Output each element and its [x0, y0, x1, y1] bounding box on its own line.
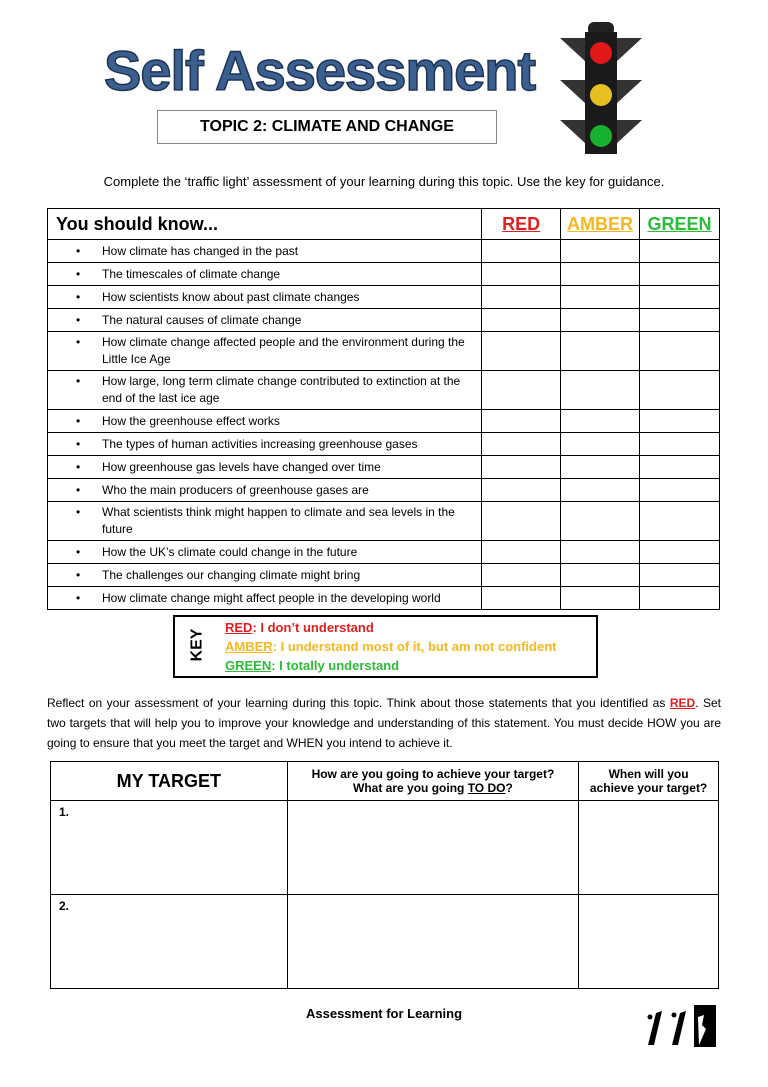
- amber-cell[interactable]: [561, 332, 640, 371]
- knowledge-item: [48, 263, 482, 286]
- item-text: What scientists think might happen to climate and sea levels in the future: [102, 505, 455, 536]
- key-red-text: : I don’t understand: [252, 620, 374, 635]
- item-text: How large, long term climate change contributed to extinction at the end of the last ice age: [102, 374, 461, 405]
- key-green-word: GREEN: [225, 658, 272, 673]
- green-cell[interactable]: [640, 286, 720, 309]
- key-label: KEY: [188, 628, 206, 662]
- item-text: How climate change might affect people in the developing world: [102, 590, 441, 605]
- green-cell[interactable]: [640, 502, 720, 541]
- item-text: How climate has changed in the past: [102, 243, 299, 258]
- knowledge-item: [48, 587, 482, 610]
- col-red: RED: [482, 209, 561, 240]
- traffic-light-icon: [558, 22, 644, 154]
- topic-box: TOPIC 2: CLIMATE AND CHANGE: [157, 110, 497, 144]
- amber-cell[interactable]: [561, 479, 640, 502]
- table-heading: You should know...: [48, 209, 482, 240]
- knowledge-item: [48, 309, 482, 332]
- table-row: [48, 309, 720, 332]
- how-line2: What are you going: [353, 781, 468, 795]
- red-cell[interactable]: [482, 502, 561, 541]
- how-1[interactable]: [287, 801, 579, 895]
- key-red: [225, 620, 374, 635]
- red-cell[interactable]: [482, 587, 561, 610]
- green-cell[interactable]: [640, 309, 720, 332]
- green-cell[interactable]: [640, 564, 720, 587]
- key-amber-text: : I understand most of it, but am not confident: [272, 639, 557, 654]
- bullet-icon: •: [76, 505, 81, 519]
- table-row: [48, 263, 720, 286]
- knowledge-item: [48, 456, 482, 479]
- green-cell[interactable]: [640, 541, 720, 564]
- green-cell[interactable]: [640, 456, 720, 479]
- bullet-icon: •: [76, 289, 81, 304]
- knowledge-item: [48, 479, 482, 502]
- amber-cell[interactable]: [561, 587, 640, 610]
- amber-cell[interactable]: [561, 541, 640, 564]
- target-table: [50, 761, 719, 989]
- table-row: [48, 332, 720, 371]
- knowledge-item: [48, 433, 482, 456]
- how-to-do: TO DO: [467, 781, 506, 795]
- knowledge-item: [48, 410, 482, 433]
- when-line1: When will you: [608, 767, 689, 781]
- bullet-icon: •: [76, 590, 81, 605]
- amber-cell[interactable]: [561, 456, 640, 479]
- when-2[interactable]: [579, 895, 719, 989]
- red-cell[interactable]: [482, 479, 561, 502]
- reflect-red: RED: [669, 696, 696, 710]
- table-row: [48, 587, 720, 610]
- amber-cell[interactable]: [561, 410, 640, 433]
- green-cell[interactable]: [640, 263, 720, 286]
- afl-logo-icon: [644, 1005, 716, 1047]
- table-row: [48, 502, 720, 541]
- amber-cell[interactable]: [561, 371, 640, 410]
- knowledge-item: [48, 240, 482, 263]
- item-text: The timescales of climate change: [102, 266, 281, 281]
- amber-cell[interactable]: [561, 263, 640, 286]
- red-cell[interactable]: [482, 564, 561, 587]
- table-row: [48, 541, 720, 564]
- my-target-header: MY TARGET: [51, 762, 288, 801]
- footer-text: Assessment for Learning: [306, 1006, 463, 1021]
- item-text: The natural causes of climate change: [102, 312, 302, 327]
- green-cell[interactable]: [640, 371, 720, 410]
- reflection-text: [47, 693, 721, 753]
- knowledge-item: [48, 371, 482, 410]
- key-green: [225, 658, 399, 673]
- table-row: [48, 456, 720, 479]
- bullet-icon: •: [76, 459, 81, 474]
- when-header: [579, 762, 719, 801]
- target-row: [51, 801, 719, 895]
- amber-cell[interactable]: [561, 309, 640, 332]
- table-row: [48, 564, 720, 587]
- green-cell[interactable]: [640, 410, 720, 433]
- red-cell[interactable]: [482, 309, 561, 332]
- table-row: [48, 479, 720, 502]
- key-amber: [225, 639, 557, 654]
- amber-cell[interactable]: [561, 433, 640, 456]
- knowledge-item: [48, 286, 482, 309]
- table-row: [48, 410, 720, 433]
- bullet-icon: •: [76, 567, 81, 582]
- red-cell[interactable]: [482, 332, 561, 371]
- item-text: How the UK’s climate could change in the future: [102, 544, 358, 559]
- knowledge-item: [48, 541, 482, 564]
- green-cell[interactable]: [640, 332, 720, 371]
- reflect-part1: Reflect on your assessment of your learning during this topic. Think about those statements that you identified as: [47, 696, 670, 710]
- col-amber: AMBER: [561, 209, 640, 240]
- bullet-icon: •: [76, 335, 81, 349]
- instructions: Complete the ‘traffic light’ assessment of your learning during this topic. Use the key for guidance.: [103, 174, 665, 189]
- knowledge-item: [48, 502, 482, 541]
- red-cell[interactable]: [482, 371, 561, 410]
- table-row: [48, 286, 720, 309]
- item-text: Who the main producers of greenhouse gases are: [102, 482, 369, 497]
- knowledge-table: [47, 208, 720, 610]
- item-text: How the greenhouse effect works: [102, 413, 280, 428]
- target-row: [51, 895, 719, 989]
- when-line2: achieve your target?: [589, 781, 708, 795]
- item-text: How climate change affected people and the environment during the Little Ice Age: [102, 335, 465, 366]
- bullet-icon: •: [76, 374, 81, 388]
- item-text: The challenges our changing climate might bring: [102, 567, 361, 582]
- key-green-text: : I totally understand: [271, 658, 400, 673]
- page-title: Self Assessment: [104, 39, 536, 102]
- knowledge-item: [48, 564, 482, 587]
- bullet-icon: •: [76, 436, 81, 451]
- red-cell[interactable]: [482, 456, 561, 479]
- red-cell[interactable]: [482, 410, 561, 433]
- table-row: [48, 371, 720, 410]
- table-row: [48, 240, 720, 263]
- green-cell[interactable]: [640, 433, 720, 456]
- bullet-icon: •: [76, 544, 81, 559]
- key-red-word: RED: [225, 620, 253, 635]
- red-cell[interactable]: [482, 263, 561, 286]
- red-cell[interactable]: [482, 541, 561, 564]
- amber-cell[interactable]: [561, 240, 640, 263]
- bullet-icon: •: [76, 243, 81, 258]
- bullet-icon: •: [76, 482, 81, 497]
- when-1[interactable]: [579, 801, 719, 895]
- how-qmark: ?: [505, 781, 513, 795]
- item-text: How greenhouse gas levels have changed over time: [102, 459, 381, 474]
- table-row: [48, 433, 720, 456]
- key-box: [173, 615, 598, 678]
- red-cell[interactable]: [482, 433, 561, 456]
- amber-cell[interactable]: [561, 502, 640, 541]
- bullet-icon: •: [76, 312, 81, 327]
- bullet-icon: •: [76, 266, 81, 281]
- green-cell[interactable]: [640, 479, 720, 502]
- how-2[interactable]: [287, 895, 579, 989]
- green-cell[interactable]: [640, 240, 720, 263]
- item-text: How scientists know about past climate changes: [102, 289, 360, 304]
- item-text: The types of human activities increasing greenhouse gases: [102, 436, 418, 451]
- how-header: [287, 762, 579, 801]
- amber-cell[interactable]: [561, 286, 640, 309]
- how-line1: How are you going to achieve your target?: [311, 767, 555, 781]
- reflect-part2: . Set two targets that will help you to improve your knowledge and understanding of this statement. You must decide HOW you are going to ensure that you meet the target and WHEN you intend to achieve it.: [47, 696, 721, 750]
- key-amber-word: AMBER: [225, 639, 273, 654]
- target-2[interactable]: 2.: [51, 895, 288, 989]
- knowledge-item: [48, 332, 482, 371]
- target-1[interactable]: 1.: [51, 801, 288, 895]
- col-green: GREEN: [640, 209, 720, 240]
- red-cell[interactable]: [482, 286, 561, 309]
- red-cell[interactable]: [482, 240, 561, 263]
- green-cell[interactable]: [640, 587, 720, 610]
- bullet-icon: •: [76, 413, 81, 428]
- amber-cell[interactable]: [561, 564, 640, 587]
